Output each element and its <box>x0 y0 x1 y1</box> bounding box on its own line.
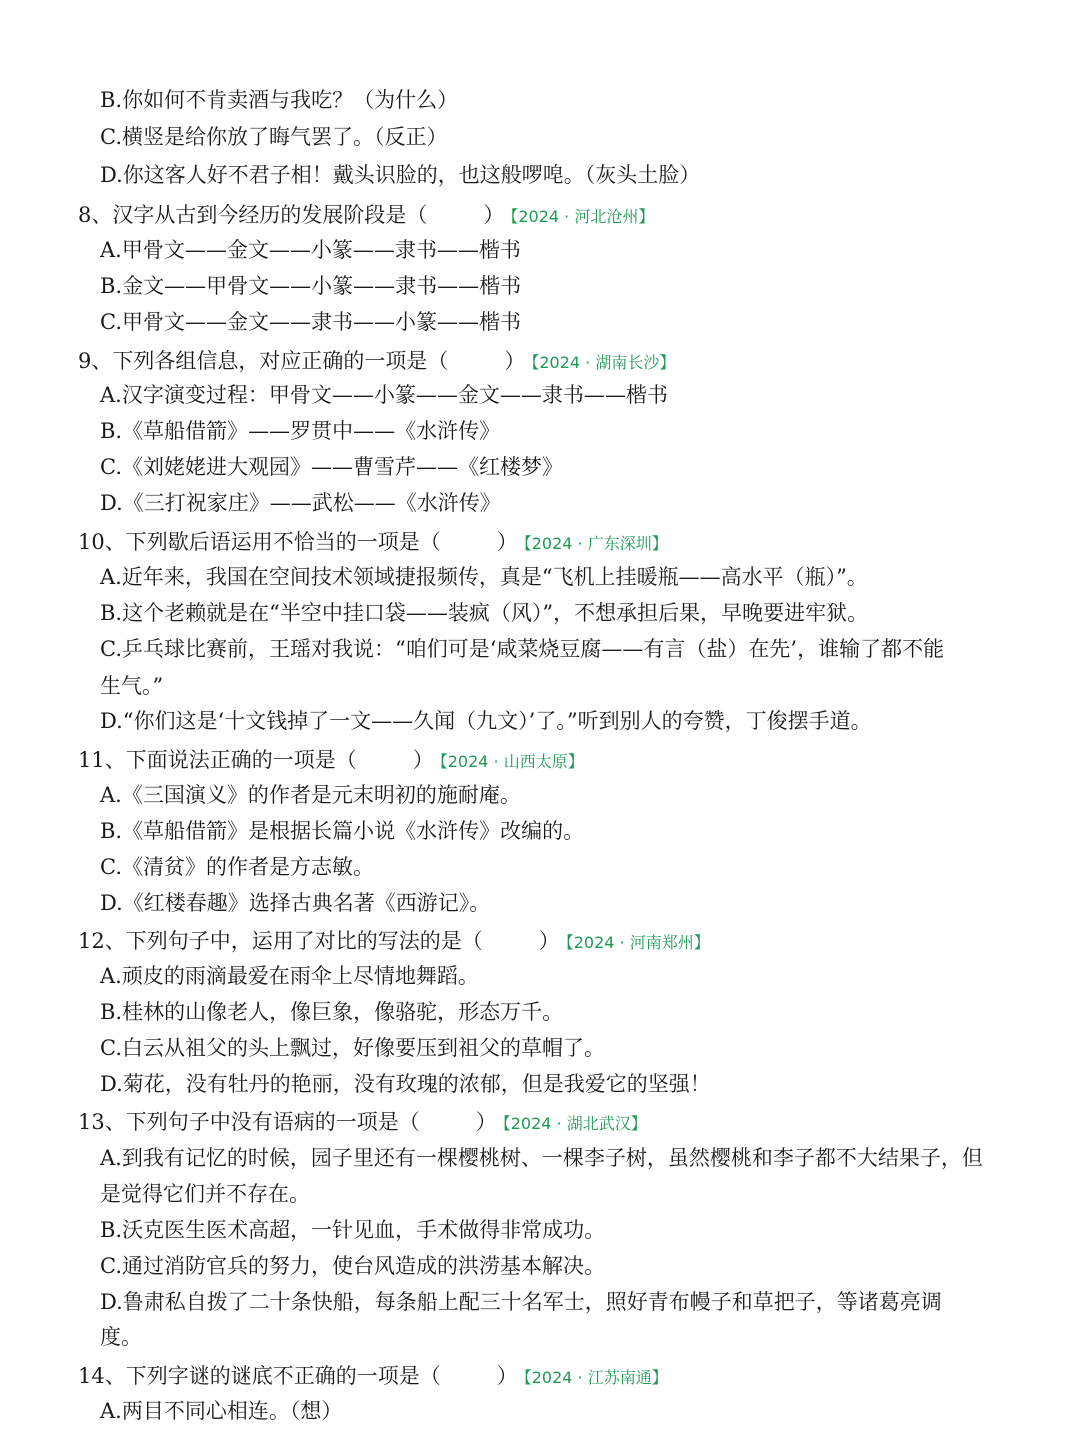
option-line: A.到我有记忆的时候，园子里还有一棵樱桃树、一棵李子树，虽然樱桃和李子都不大结果子，但 <box>100 1146 983 1170</box>
option-line: B.金文——甲骨文——小篆——隶书——楷书 <box>100 274 522 298</box>
option-continuation: 是觉得它们并不存在。 <box>100 1182 310 1206</box>
option-line: B.这个老赖就是在“半空中挂口袋——装疯（风）”，不想承担后果，早晚要进牢狱。 <box>100 601 869 625</box>
question-text: 12、下列句子中，运用了对比的写法的是（ <box>78 929 483 953</box>
option-line: A.近年来，我国在空间技术领域捷报频传，真是“飞机上挂暖瓶——高水平（瓶）”。 <box>100 565 868 589</box>
source-tag: 【2024 · 河北沧州】 <box>510 207 655 226</box>
option-line: D.鲁肃私自拨了二十条快船，每条船上配三十名军士，照好青布幔子和草把子，等诸葛亮调 <box>100 1290 942 1314</box>
option-line: D.菊花，没有牡丹的艳丽，没有玫瑰的浓郁，但是我爱它的坚强！ <box>100 1072 711 1096</box>
option-line: A.两目不同心相连。（想） <box>100 1399 343 1423</box>
option-line: C.白云从祖父的头上飘过，好像要压到祖父的草帽了。 <box>100 1036 605 1060</box>
option-line: C.甲骨文——金文——隶书——小篆——楷书 <box>100 310 521 334</box>
question-line <box>78 1108 647 1136</box>
source-tag: 【2024 · 河南郑州】 <box>565 933 710 952</box>
option-line: B.《草船借箭》——罗贯中——《水浒传》 <box>100 419 501 443</box>
question-text: 10、下列歇后语运用不恰当的一项是（ <box>78 530 441 554</box>
option-line: C.乒乓球比赛前，王瑶对我说：“咱们可是‘咸菜烧豆腐——有言（盐）在先’，谁输了都不能 <box>100 637 945 661</box>
option-line: C.《清贫》的作者是方志敏。 <box>100 855 374 879</box>
option-line: D.你这客人好不君子相！戴头识脸的，也这般啰唣。（灰头土脸） <box>100 163 701 187</box>
question-paren-close: ） <box>538 929 560 953</box>
source-tag: 【2024 · 湖南长沙】 <box>531 353 676 372</box>
option-line: D.《红楼春趣》选择古典名著《西游记》。 <box>100 891 491 915</box>
question-text: 8、汉字从古到今经历的发展阶段是（ <box>78 203 428 227</box>
question-paren-close: ） <box>504 349 526 373</box>
question-paren-close: ） <box>412 748 434 772</box>
option-line: B.桂林的山像老人，像巨象，像骆驼，形态万千。 <box>100 1000 564 1024</box>
question-text: 11、下面说法正确的一项是（ <box>78 748 357 772</box>
source-tag: 【2024 · 湖北武汉】 <box>502 1114 647 1133</box>
question-paren-close: ） <box>496 1364 518 1388</box>
question-text: 9、下列各组信息，对应正确的一项是（ <box>78 349 449 373</box>
option-line: C.通过消防官兵的努力，使台风造成的洪涝基本解决。 <box>100 1254 605 1278</box>
option-continuation: 生气。” <box>100 674 164 698</box>
source-tag: 【2024 · 广东深圳】 <box>523 534 668 553</box>
option-line: A.甲骨文——金文——小篆——隶书——楷书 <box>100 238 521 262</box>
question-line <box>78 528 668 556</box>
option-line: A.汉字演变过程：甲骨文——小篆——金文——隶书——楷书 <box>100 383 668 407</box>
question-line <box>78 927 710 955</box>
question-paren-close: ） <box>483 203 505 227</box>
question-line <box>78 201 654 229</box>
option-line: D.“你们这是‘十文钱掉了一文——久闻（九文）’了。”听到别人的夸赞，丁俊摆手道。 <box>100 709 872 733</box>
question-line <box>78 347 675 375</box>
question-line <box>78 1362 668 1390</box>
option-line: B.你如何不肯卖酒与我吃？（为什么） <box>100 88 459 112</box>
option-line: B.沃克医生医术高超，一针见血，手术做得非常成功。 <box>100 1218 606 1242</box>
option-continuation: 度。 <box>100 1325 142 1349</box>
option-line: C.横竖是给你放了晦气罢了。（反正） <box>100 125 448 149</box>
question-line <box>78 746 584 774</box>
question-paren-close: ） <box>496 530 518 554</box>
question-text: 14、下列字谜的谜底不正确的一项是（ <box>78 1364 441 1388</box>
question-text: 13、下列句子中没有语病的一项是（ <box>78 1110 420 1134</box>
option-line: A.顽皮的雨滴最爱在雨伞上尽情地舞蹈。 <box>100 964 479 988</box>
option-line: C.《刘姥姥进大观园》——曹雪芹——《红楼梦》 <box>100 455 563 479</box>
option-line: A.《三国演义》的作者是元末明初的施耐庵。 <box>100 783 521 807</box>
option-line: D.《三打祝家庄》——武松——《水浒传》 <box>100 491 501 515</box>
source-tag: 【2024 · 山西太原】 <box>439 752 584 771</box>
option-line: B.《草船借箭》是根据长篇小说《水浒传》改编的。 <box>100 819 585 843</box>
question-paren-close: ） <box>475 1110 497 1134</box>
source-tag: 【2024 · 江苏南通】 <box>523 1368 668 1387</box>
